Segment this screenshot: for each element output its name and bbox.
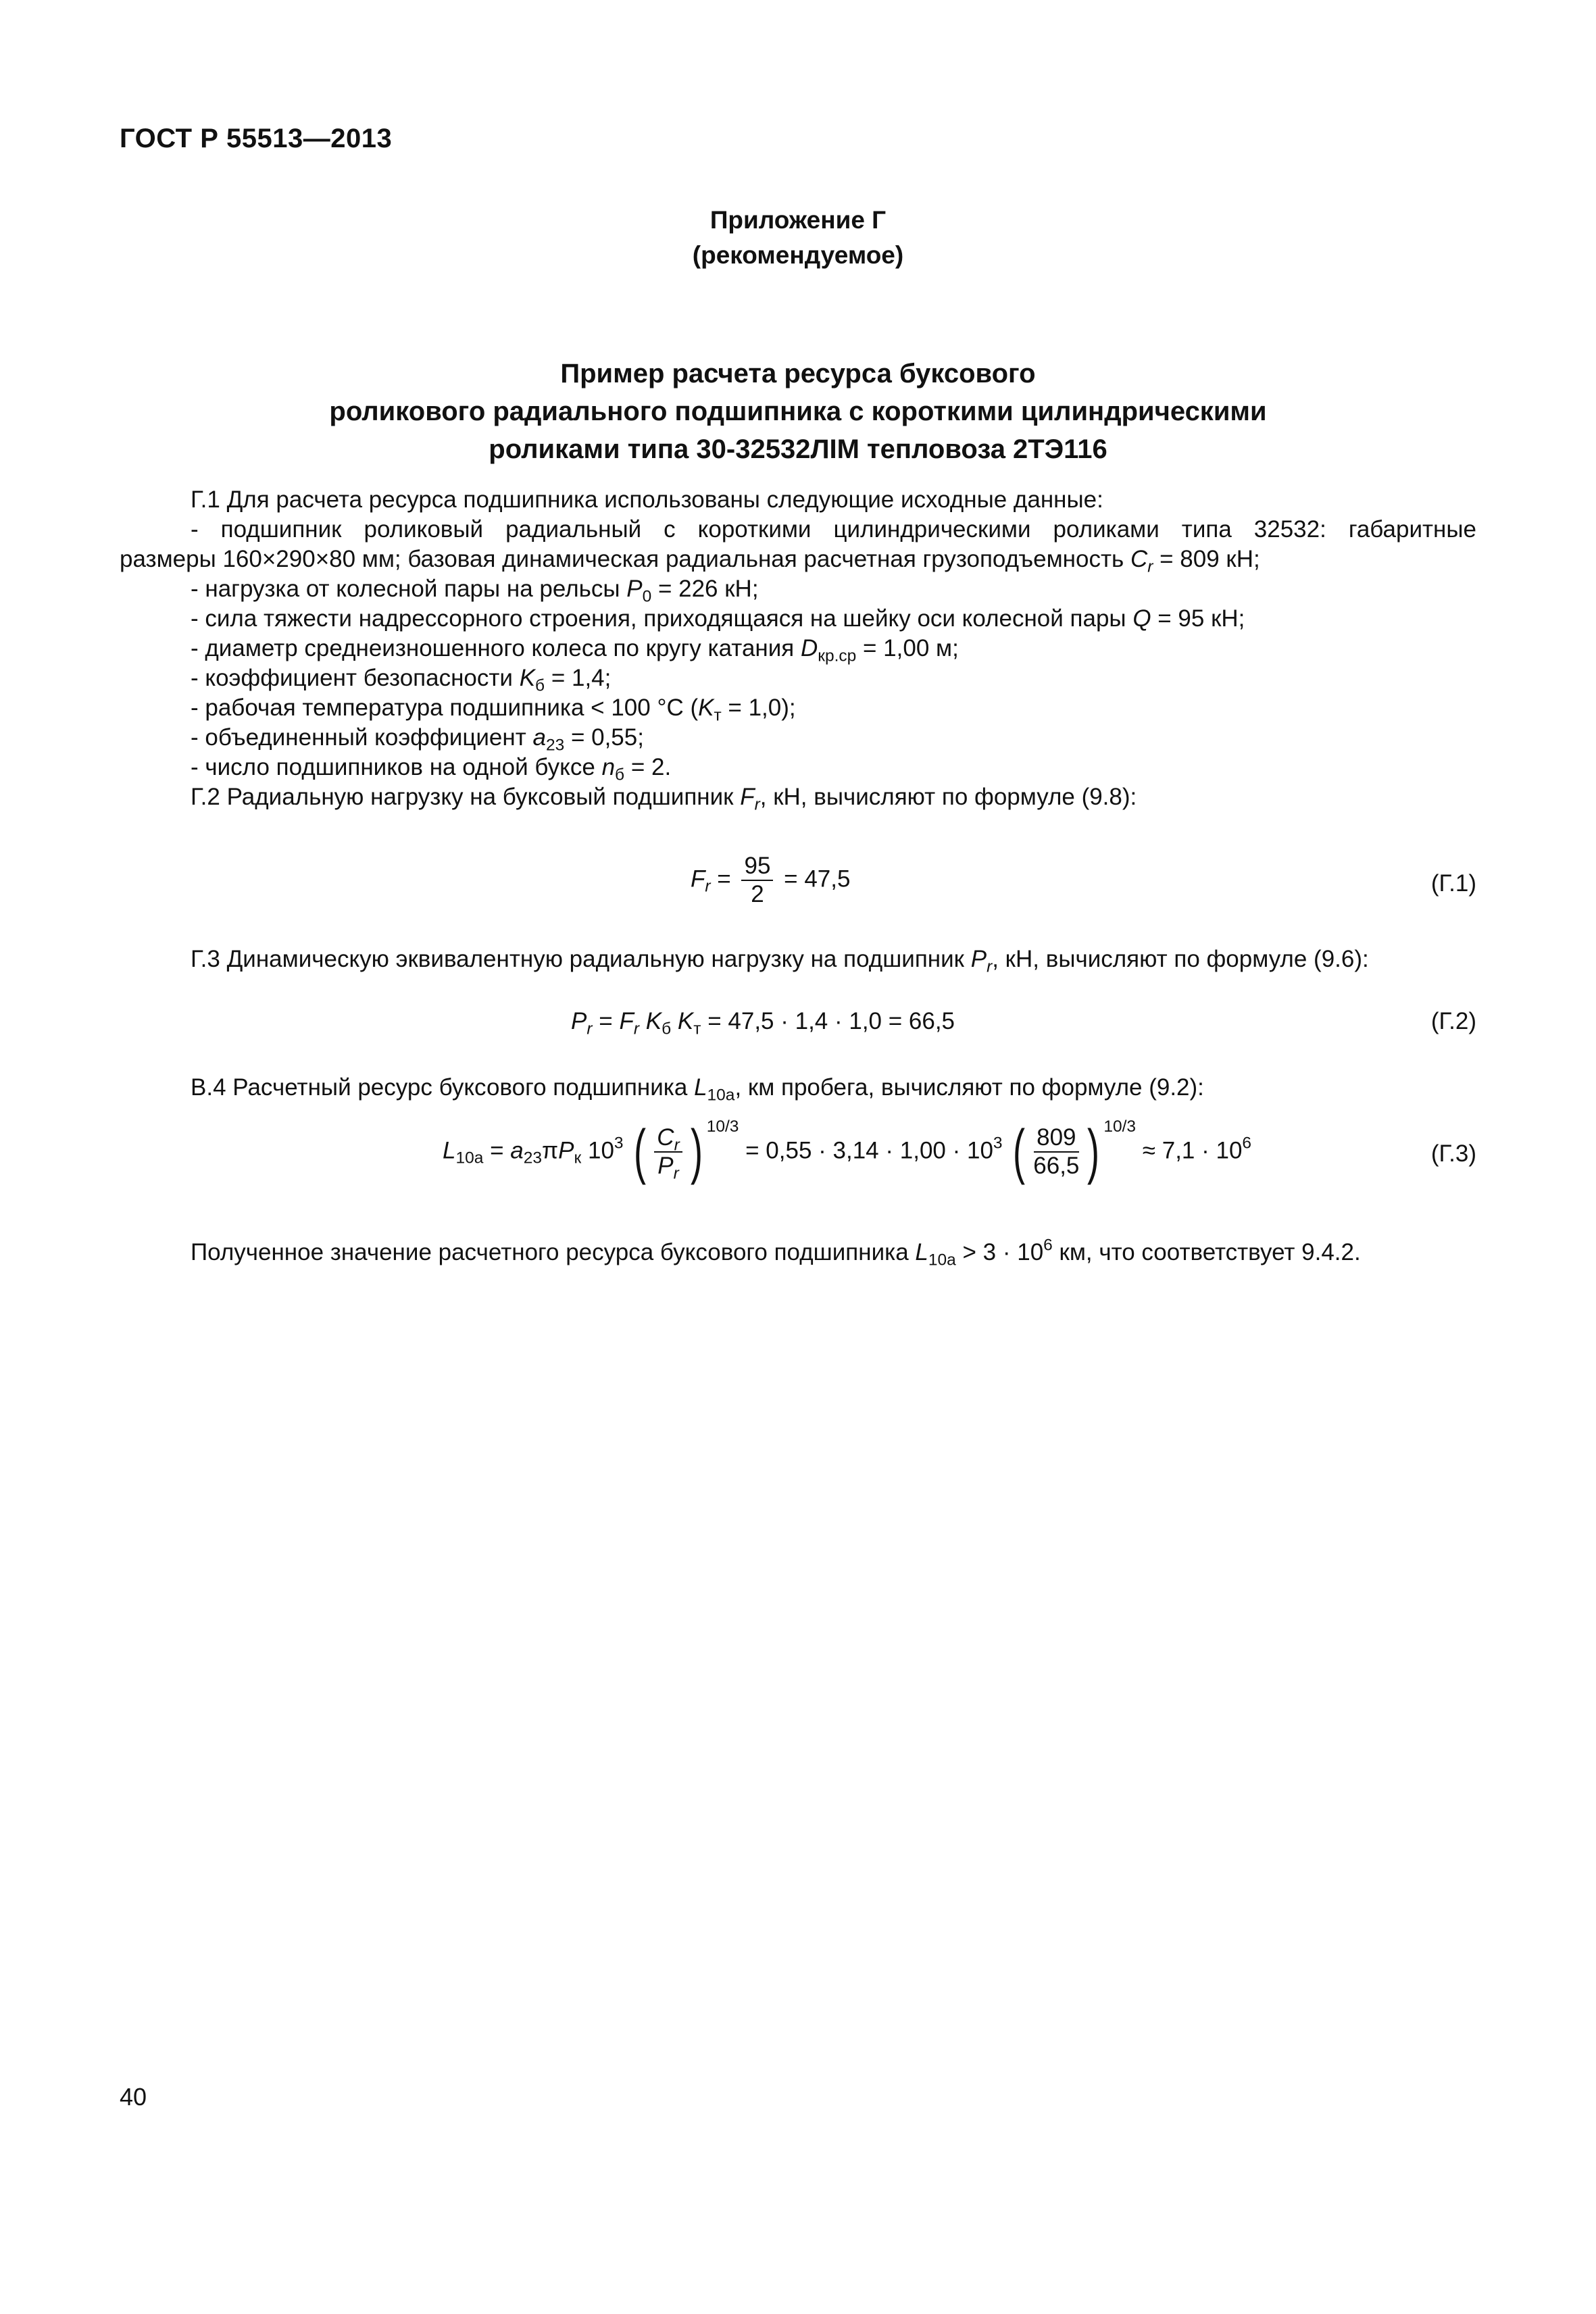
paragraph-g1-intro: Г.1 Для расчета ресурса подшипника использованы следующие исходные данные: [191, 486, 1103, 513]
title-line-3: роликами типа 30-32532ЛІМ тепловоза 2ТЭ116 [489, 434, 1107, 464]
paragraph-g2: Г.2 Радиальную нагрузку на буксовый подшипник $F_r$, кН, вычисляют по формуле (9.8): [191, 784, 1137, 814]
wheel-diameter-line: - диаметр среднеизношенного колеса по кругу катания $D_{кр.ср} = 1,00$ м; [191, 635, 959, 665]
standard-designation: ГОСТ Р 55513—2013 [120, 124, 393, 153]
example-title [0, 355, 1596, 468]
appendix-title: Приложение Г [709, 206, 887, 234]
formula-number: (Г.1) [1430, 870, 1476, 897]
title-line-2: роликового радиального подшипника с короткими цилиндрическими [329, 397, 1267, 426]
safety-factor-line: - коэффициент безопасности $K_б = 1,4$; [191, 665, 612, 695]
paragraph-g3: Г.3 Динамическую эквивалентную радиальную нагрузку на подшипник $P_r$, кН, вычисляют по формуле (9.6): [191, 946, 1369, 976]
bearing-dimensions-line: размеры 160×290×80 мм; базовая динамическая радиальная расчетная грузоподъемность $C_r = 809$ кН; [120, 546, 1260, 576]
page-number: 40 [120, 2083, 147, 2111]
appendix-subtitle: (рекомендуемое) [692, 241, 904, 269]
fraction: $\frac{C_r}{P_r}$ [654, 1124, 682, 1180]
wheel-load-line: - нагрузка от колесной пары на рельсы $P_0 = 226$ кН; [191, 576, 759, 606]
formula-number: (Г.2) [1430, 1008, 1476, 1034]
title-line-1: Пример расчета ресурса буксового [560, 359, 1036, 388]
appendix-heading [0, 203, 1596, 273]
fraction: $\frac{95}{2}$ [741, 853, 773, 908]
combined-factor-line: - объединенный коэффициент $a_{23} = 0,55$; [191, 724, 644, 755]
bearing-type-line: - подшипник роликовый радиальный с короткими цилиндрическими роликами типа 32532: габаритные [191, 516, 1476, 543]
sprung-weight-line: - сила тяжести надрессорного строения, приходящаяся на шейку оси колесной пары Q = 95 кН; [191, 605, 1245, 632]
paragraph-result: Полученное значение расчетного ресурса буксового подшипника $L_{10a} > 3 \cdot 10^6$ км, что соответствует 9.4.2. [191, 1236, 1361, 1269]
document-page: ГОСТ Р 55513—2013 Приложение Г (рекомендуемое) Пример расчета ресурса буксового роликового радиального подшипника с короткими цилиндрическими роликами типа 30-32532ЛІМ тепловоза 2ТЭ116 Г.1 Для расчета ресурса подшипника использованы следующие исходные данные: - подшипник роликовый радиальный с короткими цилиндрическими роликами типа 32532: габаритные размеры 160×290×80 мм; базовая динамическая радиальная расчетная грузоподъемность $C_r = 809$ кН; - нагрузка от колесной пары на рельсы $P_0 = 226$ кН; - сила тяжести надрессорного строения, приходящаяся на шейку оси колесной пары Q = 95 кН; - диаметр среднеизношенного колеса по кругу катания $D_{кр.ср} = 1,00$ м; - коэффициент безопасности $K_б = 1,4$; - рабочая температура подшипника < 100 °С $(K_т = 1,0)$; - объединенный коэффициент $a_{23} = 0,55$; - число подшипников на одной буксе $n_б = 2$. Г.2 Радиальную нагрузку на буксовый подшипник $F_r$, кН, вычисляют по формуле (9.8): $F_r$ = $\frac{95}{2}$ = 47,5 (Г.1) Г.3 Динамическую эквивалентную радиальную нагрузку на подшипник $P_r$, кН, вычисляют по формуле (9.6): $P_r = F_r$ $K_б$ $K_т = 47,5 \cdot 1,4 \cdot 1,0 = 66,5$ (Г.2) В.4 Расчетный ресурс буксового подшипника $L_{10a}$, км пробега, вычисляют по формуле (9.2): $L_{10a} = a_{23}\pi P_к$ $10^3$ ( $\frac{C_r}{P_r}$ ) $^{10/3} = 0,55 \cdot 3,14 \cdot 1,00 \cdot 10^3$ ( $\frac{809}{66,5}$ ) $^{10/3} \approx 7,1 \cdot 10^6$ (Г.3) Полученное значение расчетного ресурса буксового подшипника $L_{10a} > 3 \cdot 10^6$ км, что соответствует 9.4.2. 40 [0, 0, 1596, 2314]
paragraph-v4: В.4 Расчетный ресурс буксового подшипника $L_{10a}$, км пробега, вычисляют по формуле (9.2): [191, 1074, 1204, 1105]
fraction: $\frac{809}{66,5}$ [1033, 1124, 1080, 1179]
formula-number: (Г.3) [1430, 1140, 1476, 1167]
section-body [120, 485, 1476, 812]
temperature-line: - рабочая температура подшипника < 100 °С $(K_т = 1,0)$; [191, 695, 796, 725]
bearing-count-line: - число подшипников на одной буксе $n_б = 2$. [191, 754, 672, 784]
